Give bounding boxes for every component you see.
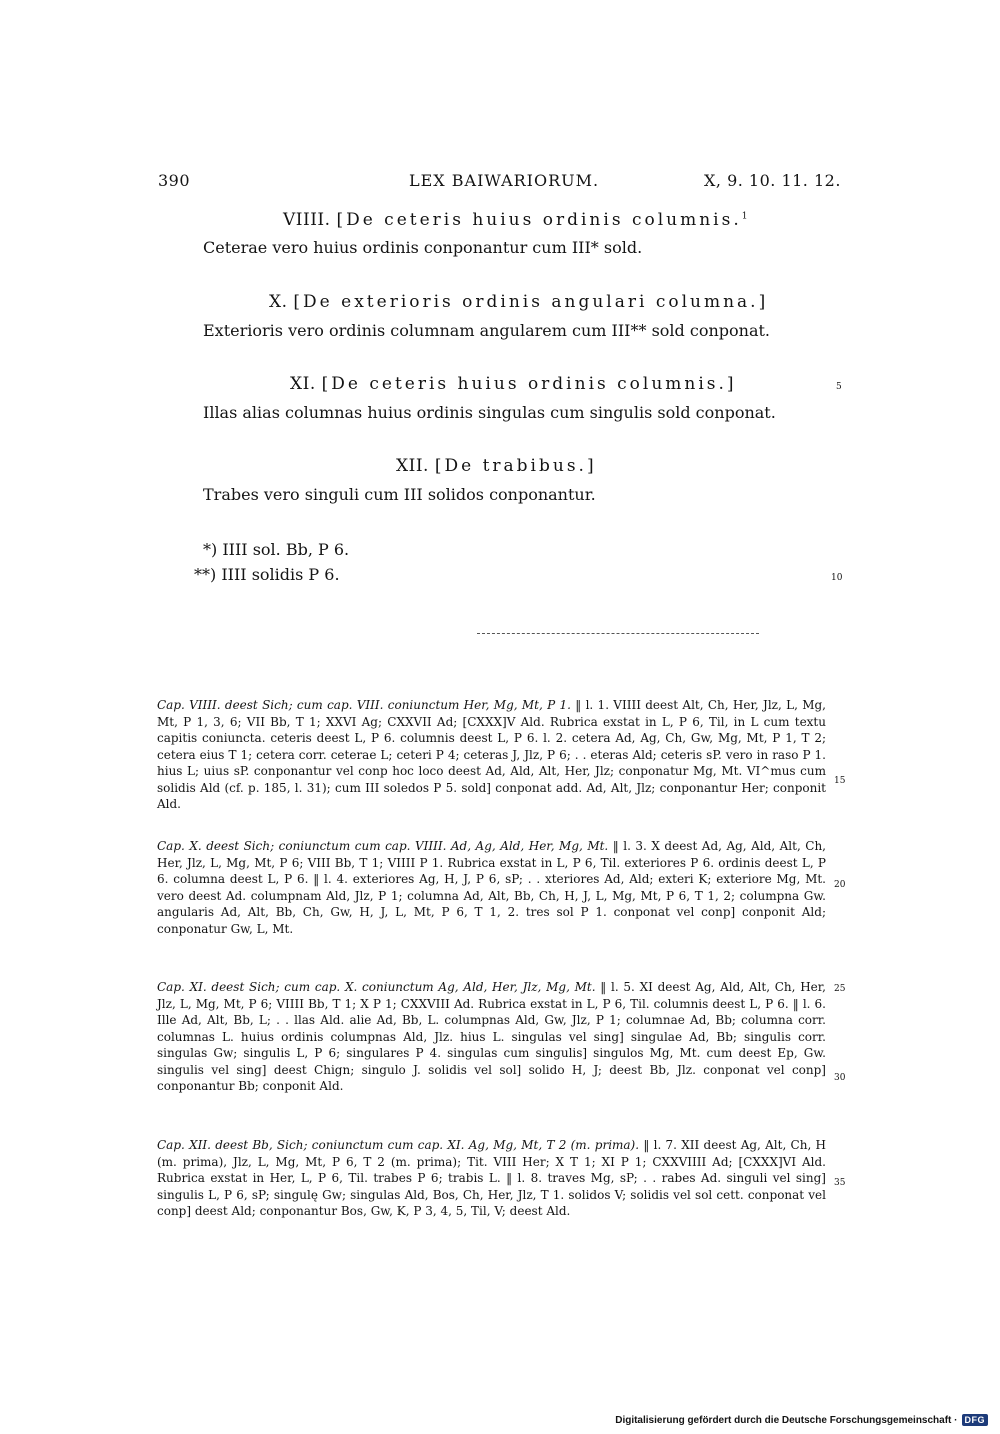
- line-number: 5: [836, 382, 842, 392]
- line-number: 10: [831, 573, 843, 583]
- apparatus-block-viiii: [157, 697, 826, 813]
- section-number: VIIII.: [283, 210, 331, 230]
- section-text-xii: Trabes vero singuli cum III solidos conponantur.: [203, 485, 596, 504]
- apparatus-block-x: [157, 838, 826, 937]
- section-number: XII.: [396, 456, 429, 476]
- apparatus-body: ‖ l. 5. XI deest Ag, Ald, Alt, Ch, Her, Jlz, L, Mg, Mt, P 6; VIIII Bb, T 1; X P 1; CXXVIII Ad. Rubrica exstat in L, P 6, Til. columnis deest L, P 6. ‖ l. 6. Ille Ad, Alt, Bb, L; . . llas Ald. alie Ad, Bb, L. columpnas Ald, Gw, Jlz, P 1; columnae Ad, Bb; columna corr. columnas L. huius ordinis columpnas Ald, Jlz. hius L. singulas vel sing] singulae Ad, Bb; singulis corr. singulas Gw; singulis L, P 6; singulares P 4. singulas cum singulis] singulos Mg, Mt. cum deest Ep, Gw. singulis vel sing] deest Chign; singulo J. solidis vel sol] solido H, J; deest Bb, Jlz. conponat vel conp] conponantur Bb; conponit Ald.: [157, 980, 826, 1093]
- footnote-1: *) IIII sol. Bb, P 6.: [203, 540, 350, 559]
- apparatus-block-xi: [157, 979, 826, 1095]
- apparatus-cap: Cap. VIIII. deest Sich; cum cap. VIII. coniunctum Her, Mg, Mt, P 1.: [157, 698, 571, 712]
- section-heading-x: [269, 292, 768, 312]
- section-number: XI.: [290, 374, 316, 394]
- footnote-2: **) IIII solidis P 6.: [194, 565, 340, 584]
- section-title: [De ceteris huius ordinis columnis.]: [321, 374, 737, 394]
- section-title: [De exterioris ordinis angulari columna.]: [293, 292, 769, 312]
- apparatus-cap: Cap. XI. deest Sich; cum cap. X. coniunctum Ag, Ald, Her, Jlz, Mg, Mt.: [157, 980, 596, 994]
- page-number: 390: [158, 171, 191, 190]
- section-title: [De trabibus.]: [434, 456, 597, 476]
- section-reference: X, 9. 10. 11. 12.: [704, 171, 841, 190]
- line-number: 30: [834, 1073, 846, 1083]
- apparatus-body: ‖ l. 7. XII deest Ag, Alt, Ch, H (m. prima), Jlz, L, Mg, Mt, P 6, T 2 (m. prima); Tit. VIII Her; X T 1; XI P 1; CXXVIIII Ad; [CXXX]VI Ald. Rubrica exstat in Her, L, P 6, Til. trabes P 6; trabis L. ‖ l. 8. traves Mg, sP; . . rabes Ad. singuli vel sing] singulis L, P 6, sP; singulę Gw; singulas Ald, Bos, Ch, Her, Jlz, T 1. solidos V; solidis vel sol cett. conponat vel conp] deest Ald; conponantur Bos, Gw, K, P 3, 4, 5, Til, V; deest Ald.: [157, 1138, 826, 1218]
- section-heading-viiii: [283, 210, 748, 230]
- section-heading-xi: [290, 374, 737, 394]
- apparatus-block-xii: [157, 1137, 826, 1220]
- section-text-x: Exterioris vero ordinis columnam angularem cum III** sold conponat.: [203, 321, 770, 340]
- apparatus-cap: Cap. X. deest Sich; coniunctum cum cap. VIIII. Ad, Ag, Ald, Her, Mg, Mt.: [157, 839, 609, 853]
- section-heading-xii: [396, 456, 597, 476]
- credit-text: Digitalisierung gefördert durch die Deutsche Forschungsgemeinschaft ·: [615, 1414, 958, 1426]
- apparatus-cap: Cap. XII. deest Bb, Sich; coniunctum cum cap. XI. Ag, Mg, Mt, T 2 (m. prima).: [157, 1138, 640, 1152]
- dfg-logo: DFG: [962, 1414, 989, 1426]
- section-text-viiii: Ceterae vero huius ordinis conponantur cum III* sold.: [203, 238, 643, 257]
- section-number: X.: [269, 292, 288, 312]
- line-number: 35: [834, 1178, 846, 1188]
- footnote-mark: 1: [741, 211, 748, 222]
- line-number: 20: [834, 880, 846, 890]
- section-text-xi: Illas alias columnas huius ordinis singulas cum singulis sold conponat.: [203, 403, 776, 422]
- digitization-credit: [615, 1414, 988, 1426]
- apparatus-body: ‖ l. 1. VIIII deest Alt, Ch, Her, Jlz, L, Mg, Mt, P 1, 3, 6; VII Bb, T 1; XXVI Ag; CXXVII Ad; [CXXX]V Ald. Rubrica exstat in L, P 6, Til, in L cum textu capitis coniuncta. ceteris deest L, P 6. columnis deest L, P 6. l. 2. cetera Ad, Ag, Ch, Gw, Mg, Mt, P 1, T 2; cetera eius T 1; cetera corr. ceterae L; ceteri P 4; ceteras J, Jlz, P 6; . . eteras Ald; ceteris sP. vero in raso P 1. hius L; uius sP. conponantur vel conp hoc loco deest Ad, Ald, Alt, Her, Jlz; conponatur Mg, Mt. VI^mus cum solidis Ald (cf. p. 185, l. 31); cum III soledos P 5. sold] conponat add. Ad, Alt, Jlz; conponantur Her; conponit Ald.: [157, 698, 826, 811]
- line-number: 25: [834, 984, 846, 994]
- apparatus-body: ‖ l. 3. X deest Ad, Ag, Ald, Alt, Ch, Her, Jlz, L, Mg, Mt, P 6; VIII Bb, T 1; VIIII P 1. Rubrica exstat in L, P 6, Til. exteriores P 6. ordinis deest L, P 6. columna deest L, P 6. ‖ l. 4. exteriores Ag, H, J, P 6, sP; . . xteriores Ad, Ald; exteri K; exteriore Mg, Mt. vero deest Ad. columpnam Ald, Jlz, P 1; columna Ad, Alt, Bb, Ch, H, J, L, Mg, Mt, P 6, T 1, 2; columpna Gw. angularis Ad, Alt, Bb, Ch, Gw, H, J, L, Mt, P 6, T 1, 2. tres sol P 1. conponat vel conp] conponit Ald; conponatur Gw, L, Mt.: [157, 839, 826, 936]
- running-title: LEX BAIWARIORUM.: [409, 171, 600, 190]
- section-title: [De ceteris huius ordinis columnis.: [336, 210, 742, 230]
- line-number: 15: [834, 776, 846, 786]
- separator-rule: [477, 633, 759, 634]
